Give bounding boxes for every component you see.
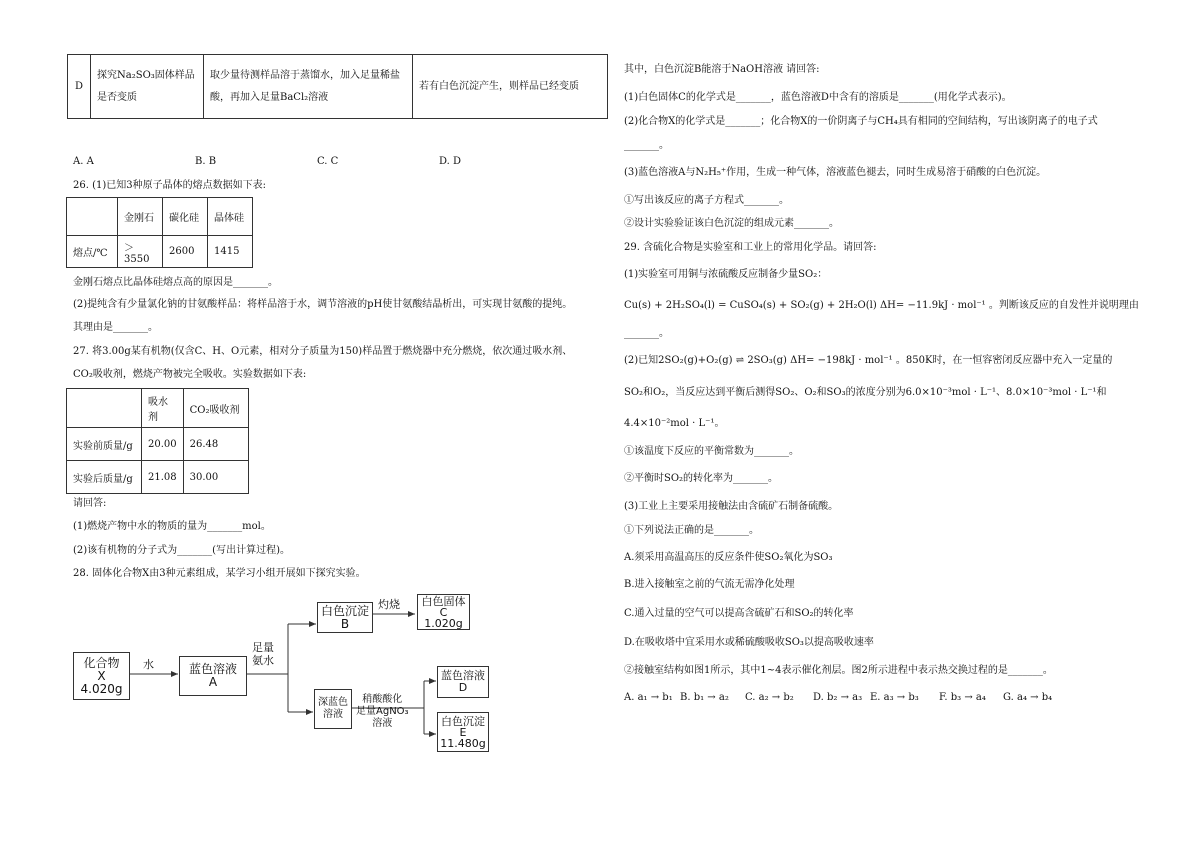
acid-line-2: 足量AgNO₃ [356,706,409,717]
q29-option-e: E. a₃ → b₃ [870,692,919,703]
q27-line-4: (1)燃烧产物中水的物质的量为_______mol。 [73,521,271,532]
q26-r3: 1415 [208,236,253,268]
compound-x-letter: X [97,668,106,683]
r-line-9: (1)实验室可用铜与浓硫酸反应制备少量SO₂： [624,269,828,280]
q27-r1c1: 21.08 [142,461,184,494]
solution-a-box [179,656,247,696]
solid-c-label: 白色固体 [421,594,466,608]
q27-r1c2: 30.00 [183,461,248,494]
compound-x-label: 化合物 [83,655,120,670]
q27-h2: CO₂吸收剂 [183,389,248,428]
solid-c-box [417,594,470,630]
r-line-21: C.通入过量的空气可以提高含硫矿石和SO₂的转化率 [624,608,854,619]
deep-blue-line-2: 溶液 [323,709,343,720]
solution-d-box [437,666,489,698]
solution-d-letter: D [458,681,468,694]
solution-d-label: 蓝色溶液 [441,669,485,682]
r-line-22: D.在吸收塔中宜采用水或稀硫酸吸收SO₃以提高吸收速率 [624,637,874,648]
q29-option-g: G. a₄ → b₄ [1003,692,1053,703]
q26-r0: 熔点/℃ [67,236,118,268]
q26-intro: 26. (1)已知3种原子晶体的熔点数据如下表: [73,180,266,191]
r-line-12: (2)已知2SO₂(g)+O₂(g) ⇌ 2SO₃(g) ΔH= −198kJ · mol⁻¹ 。850K时，在一恒容密闭反应器中充入一定量的 [624,355,1113,366]
option-a: A. A [73,156,94,167]
q27-r1c0: 实验后质量/g [67,461,142,494]
r-line-19: A.须采用高温高压的反应条件使SO₂氧化为SO₃ [624,552,833,563]
operation-line-2: 酸，再加入足量BaCl₂溶液 [210,91,329,103]
r-line-14: 4.4×10⁻²mol · L⁻¹。 [624,418,725,429]
solid-c-mass: 1.020g [424,616,463,630]
r-line-17: (3)工业上主要采用接触法由含硫矿石制备硫酸。 [624,501,839,512]
q29-option-b: B. b₁ → a₂ [680,692,729,703]
q29-option-f: F. b₃ → a₄ [939,692,986,703]
r-line-15: ①该温度下反应的平衡常数为_______。 [624,446,799,457]
burn-label: 灼烧 [378,598,400,611]
q26-line-2: (2)提纯含有少量氯化钠的甘氨酸样品：将样品溶于水，调节溶液的pH使甘氨酸结晶析出，可实现甘氨酸的提纯。 [73,299,573,310]
r-line-23: ②接触室结构如图1所示，其中1~4表示催化剂层。图2所示进程中表示热交换过程的是_______。 [624,665,1053,676]
r-line-1: 其中，白色沉淀B能溶于NaOH溶液 请回答: [624,64,820,75]
q27-line-3: 请回答: [73,498,107,509]
q26-line-1: 金刚石熔点比晶体硅熔点高的原因是_______。 [73,277,278,288]
q27-r0c2: 26.48 [183,428,248,461]
compound-x-box [73,652,130,700]
ammonia-line-2: 氨水 [252,654,274,667]
r-line-8: 29. 含硫化合物是实验室和工业上的常用化学品。请回答: [624,242,877,253]
precipitate-e-mass: 11.480g [440,736,486,750]
precipitate-b-label: 白色沉淀 [320,603,369,618]
solution-a-letter: A [208,675,218,689]
q26-r1: ＞3550 [118,236,163,268]
q27-line-2: CO₂吸收剂，燃烧产物被完全吸收。实验数据如下表: [73,369,307,380]
q26-line-3: 其理由是_______。 [73,322,158,333]
q29-option-c: C. a₂ → b₂ [745,692,794,703]
r-line-2: (1)白色固体C的化学式是_______，蓝色溶液D中含有的溶质是_______(用化学式表示)。 [624,92,1012,103]
r-line-4: _______。 [624,140,669,151]
r-line-18: ①下列说法正确的是_______。 [624,525,759,536]
deep-blue-box [314,689,352,729]
q27-line-5: (2)该有机物的分子式为_______(写出计算过程)。 [73,545,290,556]
r-line-20: B.进入接触室之前的气流无需净化处理 [624,579,795,590]
acid-line-1: 稍酸酸化 [362,694,403,705]
r-line-13: SO₂和O₂，当反应达到平衡后测得SO₂、O₂和SO₃的浓度分别为6.0×10⁻³mol · L⁻¹、8.0×10⁻³mol · L⁻¹和 [624,387,1107,398]
water-label: 水 [143,658,154,671]
r-line-7: ②设计实验验证该白色沉淀的组成元素_______。 [624,218,839,229]
q26-h2: 碳化硅 [163,198,208,236]
solution-a-label: 蓝色溶液 [188,662,237,676]
q27-r0c1: 20.00 [142,428,184,461]
option-b: B. B [195,156,217,167]
q29-option-a: A. a₁ → b₁ [624,692,673,703]
experiment-purpose: 探究Na₂SO₃固体样品是否变质 [91,55,204,119]
acid-label [356,694,409,730]
q26-h3: 晶体硅 [208,198,253,236]
q27-r0c0: 实验前质量/g [67,428,142,461]
r-line-3: (2)化合物X的化学式是_______；化合物X的一价阴离子与CH₄具有相同的空间结构，写出该阴离子的电子式 [624,116,1098,127]
q26-h1: 金刚石 [118,198,163,236]
q29-option-d: D. b₂ → a₃ [813,692,863,703]
ammonia-label [252,641,274,667]
experiment-conclusion: 若有白色沉淀产生，则样品已经变质 [413,55,608,119]
option-letter: D [68,55,91,119]
q28-line-1: 28. 固体化合物X由3种元素组成，某学习小组开展如下探究实验。 [73,568,366,579]
precipitate-e-label: 白色沉淀 [441,714,485,728]
precipitate-e-box [437,712,489,752]
q27-h1: 吸水剂 [142,389,184,428]
operation-line-1: 取少量待测样品溶于蒸馏水，加入足量稀盐 [210,69,400,81]
option-d: D. D [439,156,462,167]
r-line-6: ①写出该反应的离子方程式_______。 [624,195,789,206]
precipitate-b-letter: B [340,616,350,631]
acid-line-3: 溶液 [372,718,393,729]
precipitate-e-letter: E [459,725,467,739]
option-c: C. C [317,156,339,167]
compound-x-mass: 4.020g [80,681,123,696]
q27-line-1: 27. 将3.00g某有机物(仅含C、H、O元素，相对分子质量为150)样品置于燃烧器中充分燃烧，依次通过吸水剂、 [73,346,573,357]
deep-blue-line-1: 深蓝色 [318,697,348,708]
ammonia-line-1: 足量 [252,641,274,654]
solid-c-letter: C [439,605,448,619]
r-line-10: Cu(s) + 2H₂SO₄(l) = CuSO₄(s) + SO₂(g) + 2H₂O(l) ΔH= −11.9kJ · mol⁻¹ 。判断该反应的自发性并说明理由 [624,300,1139,311]
r-line-11: _______。 [624,328,669,339]
precipitate-b-box [317,602,373,633]
q26-r2: 2600 [163,236,208,268]
r-line-16: ②平衡时SO₂的转化率为_______。 [624,473,779,484]
r-line-5: (3)蓝色溶液A与N₂H₅⁺作用，生成一种气体，溶液蓝色褪去，同时生成易溶于硝酸的白色沉淀。 [624,167,1047,178]
